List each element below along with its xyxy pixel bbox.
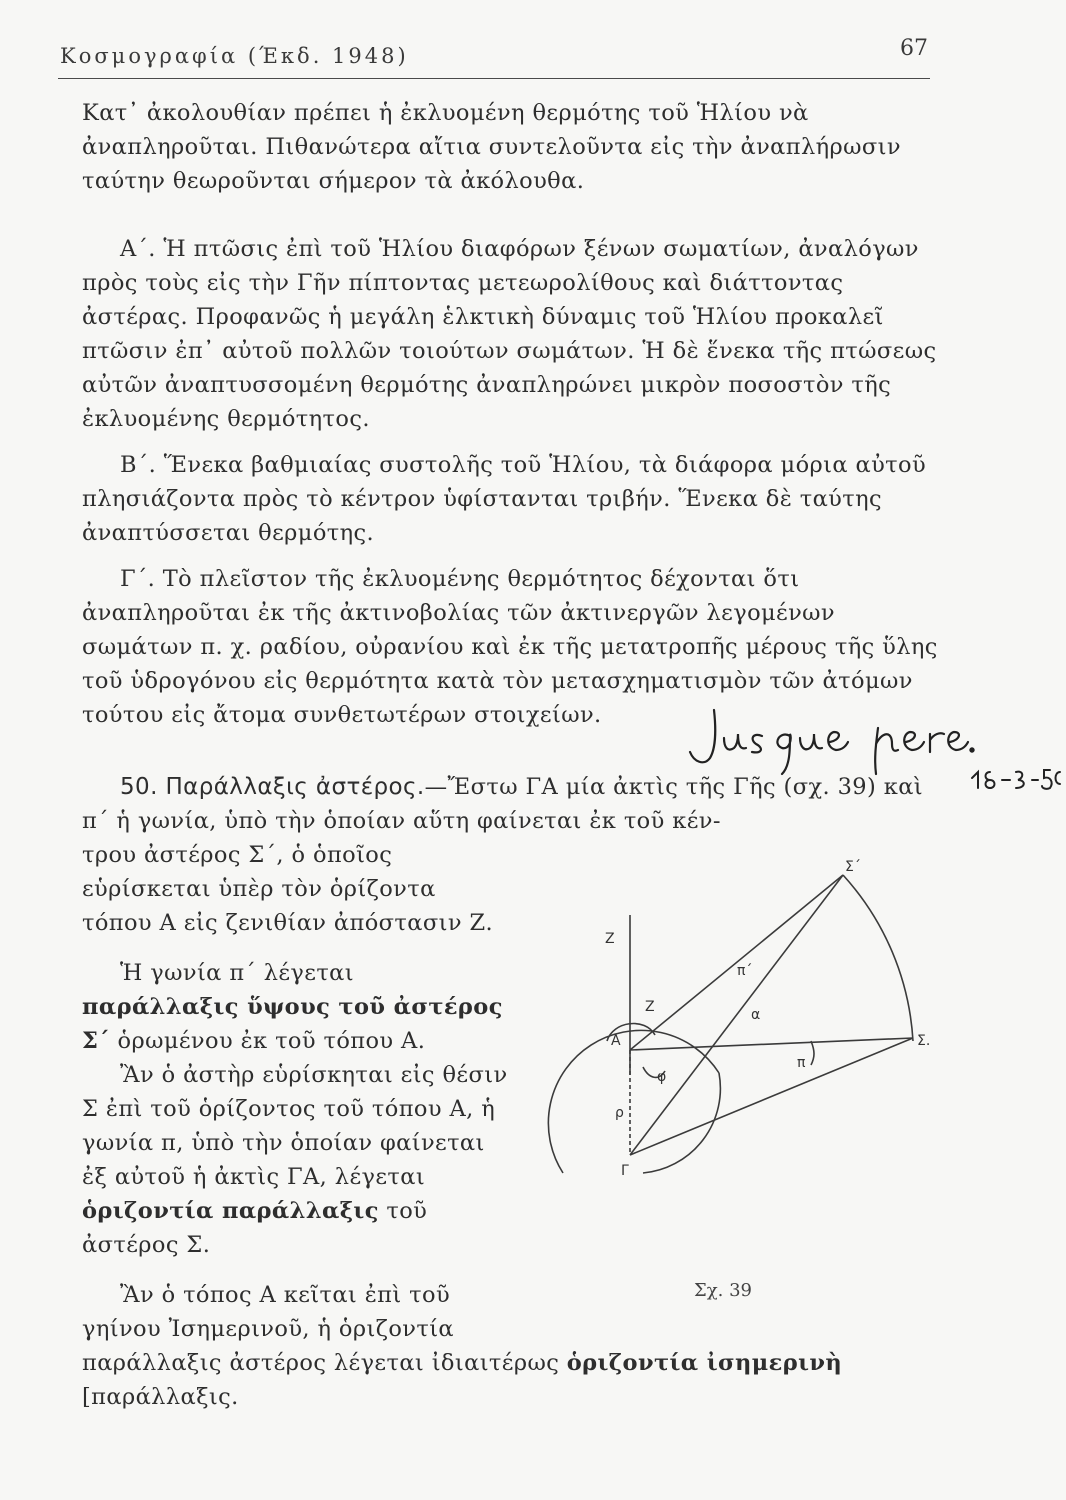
paragraph-gamma: Γ΄. Τὸ πλεῖστον τῆς ἐκλυομένης θερμότητος δέχονται ὅτι ἀναπληροῦται ἐκ τῆς ἀκτινοβολίας τῶν ἀκτινεργῶν λεγομένων σωμάτων π. χ. ραδίου, οὐρανίου καὶ ἐκ τῆς μετατροπῆς μέρους τῆς ὕλης τοῦ ὑδρογόνου εἰς θερμότητα κατὰ τὸν μετασχηματισμὸν τῶν ἀτόμων τούτου εἰς ἄτομα συνθετωτέρων στοιχείων. <box>82 566 938 728</box>
term-horizontal-parallax: ὁριζοντία παράλλαξις <box>82 1198 379 1224</box>
paragraph-alpha: Α΄. Ἡ πτῶσις ἐπὶ τοῦ Ἡλίου διαφόρων ξένων σωματίων, ἀναλόγων πρὸς τοὺς εἰς τὴν Γῆν πίπτοντας μετεωρολίθους καὶ διάττοντας ἀστέρας. Προφανῶς ἡ μεγάλη ἑλκτικὴ δύναμις τοῦ Ἡλίου προκαλεῖ πτῶσιν ἐπ᾽ αὐτοῦ πολλῶν τοιούτων σωμάτων. Ἡ δὲ ἕνεκα τῆς πτώσεως αὐτῶν ἀναπτυσσομένη θερμότης ἀναπληρώνει μικρὸν ποσοστὸν τῆς ἐκλυομένης θερμότητος. <box>82 236 937 432</box>
definition-2-tail: τοῦ ἀστέρος Σ. <box>82 1198 428 1258</box>
horizon-line <box>630 1038 913 1050</box>
label-phi: φ <box>657 1069 667 1085</box>
term-parallax-altitude: παράλλαξις ὕψους τοῦ ἀστέρος Σ΄ <box>82 994 503 1054</box>
term-equatorial-parallax: ὁριζοντία ἰσημερινὴ <box>566 1350 843 1376</box>
label-alpha: α <box>751 1007 761 1023</box>
paragraph-beta: Β΄. Ἕνεκα βαθμιαίας συστολῆς τοῦ Ἡλίου, τὰ διάφορα μόρια αὐτοῦ πλησιάζοντα πρὸς τὸ κέντρον ὑφίστανται τριβήν. Ἕνεκα δὲ ταύτης ἀναπτύσσεται θερμότης. <box>82 452 927 546</box>
definition-parallax-altitude <box>82 956 510 1058</box>
equatorial-paragraph-end <box>82 1346 944 1414</box>
label-sigma: Σ. <box>917 1033 931 1049</box>
definition-horizontal-parallax <box>82 1058 510 1262</box>
figure-39-parallax-diagram <box>545 855 975 1175</box>
running-title: Κοσμογραφία (Έκδ. 1948) <box>60 44 409 68</box>
label-A: Α <box>611 1033 621 1049</box>
handwriting-jusque-here <box>690 710 974 774</box>
intro-paragraph: Κατ᾽ ἀκολουθίαν πρέπει ἡ ἐκλυομένη θερμότης τοῦ Ἡλίου νὰ ἀναπληροῦται. Πιθανώτερα αἴτια συντελοῦντα εἰς τὴν ἀναπλήρωσιν ταύτην θεωροῦνται σήμερον τὰ ἀκόλουθα. <box>82 100 901 194</box>
section-50-continuation: τρου ἀστέρος Σ΄, ὁ ὁποῖος εὑρίσκεται ὑπὲρ τὸν ὁρίζοντα τόπου Α εἰς ζενιθίαν ἀπόστασιν Ζ. <box>82 842 494 936</box>
handwriting-date <box>972 770 1060 789</box>
page-number: 67 <box>900 36 928 61</box>
page-header <box>50 30 930 86</box>
label-z-angle: Ζ <box>645 999 655 1015</box>
equatorial-tail: [παράλλαξις. <box>82 1384 239 1410</box>
header-rule <box>58 78 930 79</box>
equatorial-text: παράλλαξις ἀστέρος λέγεται ἰδιαιτέρως <box>82 1350 567 1376</box>
definition-2-text: Ἂν ὁ ἀστὴρ εὑρίσκηται εἰς θέσιν Σ ἐπὶ τοῦ ὁρίζοντος τοῦ τόπου Α, ἡ γωνία π, ὑπὸ τὴν ὁποίαν φαίνεται ἐξ αὐτοῦ ἡ ἀκτὶς ΓΑ, λέγεται <box>82 1062 508 1190</box>
line-gamma-sigma-prime <box>630 875 843 1155</box>
label-pi-prime: π΄ <box>737 963 753 979</box>
label-sigma-prime: Σ΄ <box>845 859 861 875</box>
equatorial-paragraph-start: Ἂν ὁ τόπος Α κεῖται ἐπὶ τοῦ γηίνου Ἰσημερινοῦ, ἡ ὁριζοντία <box>82 1282 455 1342</box>
handwritten-annotation <box>672 688 1062 798</box>
label-gamma: Γ <box>621 1163 629 1175</box>
star-orbit-arc <box>843 875 913 1041</box>
label-rho: ρ <box>615 1105 624 1121</box>
definition-1-text: Ἡ γωνία π΄ λέγεται <box>120 960 354 986</box>
label-pi: π <box>797 1055 806 1071</box>
line-gamma-sigma <box>630 1038 913 1155</box>
label-zenith: Ζ <box>605 931 615 947</box>
section-heading: 50. Παράλλαξις ἀστέρος. <box>120 774 425 800</box>
section-50-text: —Ἔστω ΓΑ μία ἀκτὶς τῆς Γῆς (σχ. 39) καὶ π΄ ἡ γωνία, ὑπὸ τὴν ὁποίαν αὕτη φαίνεται ἐκ τοῦ κέν- <box>82 774 924 834</box>
earth-circle-arc-left <box>548 1030 719 1173</box>
figure-caption: Σχ. 39 <box>694 1280 752 1301</box>
definition-1-tail: ὁρωμένου ἐκ τοῦ τόπου Α. <box>109 1028 426 1054</box>
pi-angle-arc <box>811 1041 814 1065</box>
